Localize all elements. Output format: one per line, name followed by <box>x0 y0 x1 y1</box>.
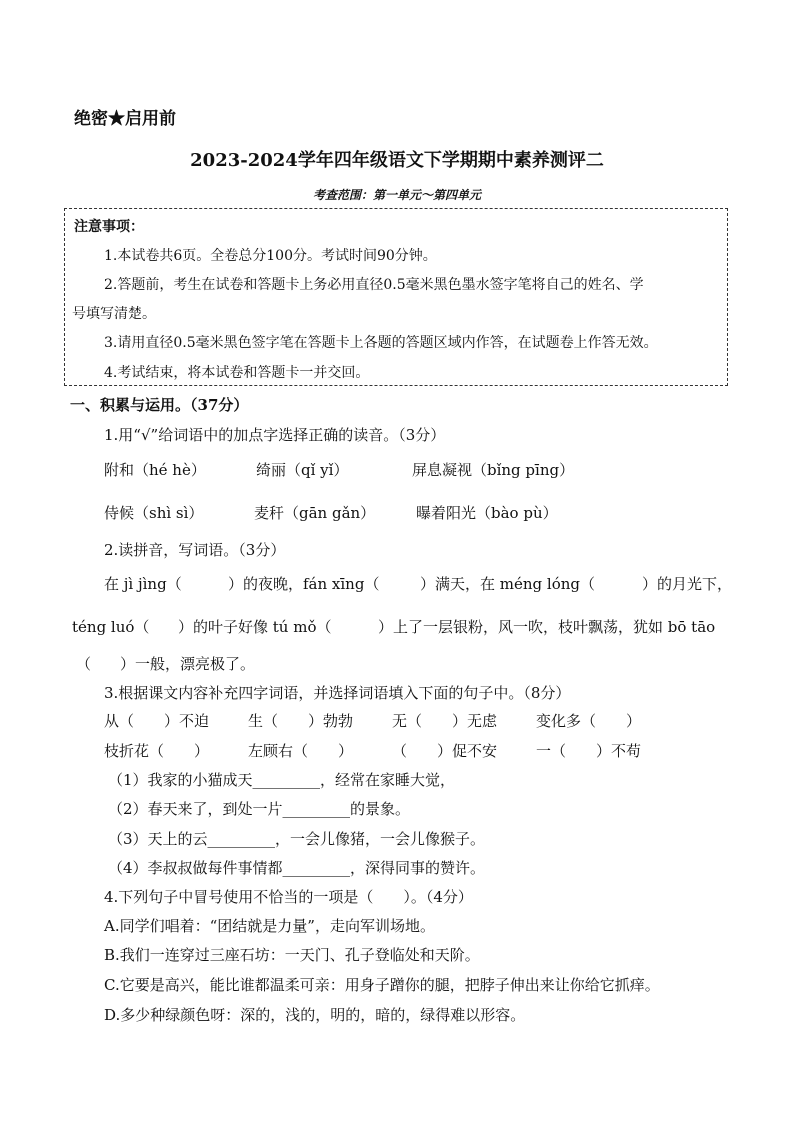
fill-text: téng luó（ <box>72 618 150 636</box>
idiom-blank: 左顾右（ ） <box>248 742 354 760</box>
question-3-prompt: 3.根据课文内容补充四字词语，并选择词语填入下面的句子中。（8分） <box>104 684 571 702</box>
pinyin-choice: 绮丽（qǐ yǐ） <box>256 461 349 479</box>
answer-option: D.多少种绿颜色呀：深的，浅的，明的，暗的，绿得难以形容。 <box>104 1006 526 1024</box>
answer-option: B.我们一连穿过三座石坊：一天门、孔子登临处和天阶。 <box>104 946 480 964</box>
answer-option: C.它要是高兴，能比谁都温柔可亲：用身子蹭你的腿，把脖子伸出来让你给它抓痒。 <box>104 976 660 994</box>
fill-text: ）满天，在 méng lóng（ <box>420 575 595 593</box>
question-2-prompt: 2.读拼音，写词语。（3分） <box>104 541 286 559</box>
fill-text: 在 jì jìng（ <box>104 575 182 593</box>
fill-sentence: （1）我家的小猫成天_________，经常在家睡大觉， <box>108 771 456 789</box>
fill-sentence: （3）天上的云_________，一会儿像猪，一会儿像猴子。 <box>108 830 486 848</box>
pinyin-choice: 麦秆（gān gǎn） <box>254 504 376 522</box>
pinyin-choice: 屏息凝视（bǐng pīng） <box>412 461 575 479</box>
idiom-blank: 从（ ）不迫 <box>104 712 210 730</box>
notice-item: 号填写清楚。 <box>72 306 156 322</box>
pinyin-choice: 侍候（shì sì） <box>104 504 204 522</box>
fill-text: （ <box>76 655 92 673</box>
fill-text: ）一般，漂亮极了。 <box>120 655 256 673</box>
fill-text: ）的夜晚，fán xīng（ <box>228 575 380 593</box>
fill-sentence: （4）李叔叔做每件事情都_________，深得同事的赞许。 <box>108 859 486 877</box>
fill-text: ）上了一层银粉，风一吹，枝叶飘荡，犹如 bō tāo <box>378 618 716 636</box>
question-1-prompt: 1.用“√”给词语中的加点字选择正确的读音。（3分） <box>104 426 446 444</box>
fill-text: ）的叶子好像 tú mǒ（ <box>178 618 332 636</box>
question-4-prompt: 4.下列句子中冒号使用不恰当的一项是（ ）。（4分） <box>104 888 473 906</box>
idiom-blank: 枝折花（ ） <box>104 742 210 760</box>
idiom-blank: （ ）促不安 <box>392 742 498 760</box>
idiom-blank: 变化多（ ） <box>536 712 642 730</box>
pinyin-choice: 附和（hé hè） <box>104 461 206 479</box>
idiom-blank: 一（ ）不苟 <box>536 742 642 760</box>
confidential-label: 绝密★启用前 <box>74 109 176 129</box>
notice-item: 1.本试卷共6页。全卷总分100分。考试时间90分钟。 <box>104 248 437 264</box>
notice-item: 3.请用直径0.5毫米黑色签字笔在答题卡上各题的答题区域内作答，在试题卷上作答无效。 <box>104 335 658 351</box>
fill-text: ）的月光下， <box>642 575 733 593</box>
exam-scope: 考查范围：第一单元～第四单元 <box>312 188 481 202</box>
fill-sentence: （2）春天来了，到处一片_________的景象。 <box>108 800 411 818</box>
notice-item: 2.答题前，考生在试卷和答题卡上务必用直径0.5毫米黑色墨水签字笔将自己的姓名、学 <box>104 277 644 293</box>
answer-option: A.同学们唱着：“团结就是力量”，走向军训场地。 <box>104 917 435 935</box>
section-heading: 一、积累与运用。（37分） <box>70 396 249 414</box>
exam-title: 2023-2024学年四年级语文下学期期中素养测评二 <box>190 150 604 171</box>
notice-box <box>64 208 728 386</box>
idiom-blank: 无（ ）无虑 <box>392 712 498 730</box>
notice-heading: 注意事项： <box>74 219 144 235</box>
pinyin-choice: 曝着阳光（bào pù） <box>416 504 558 522</box>
idiom-blank: 生（ ）勃勃 <box>248 712 354 730</box>
notice-item: 4.考试结束，将本试卷和答题卡一并交回。 <box>104 365 370 381</box>
